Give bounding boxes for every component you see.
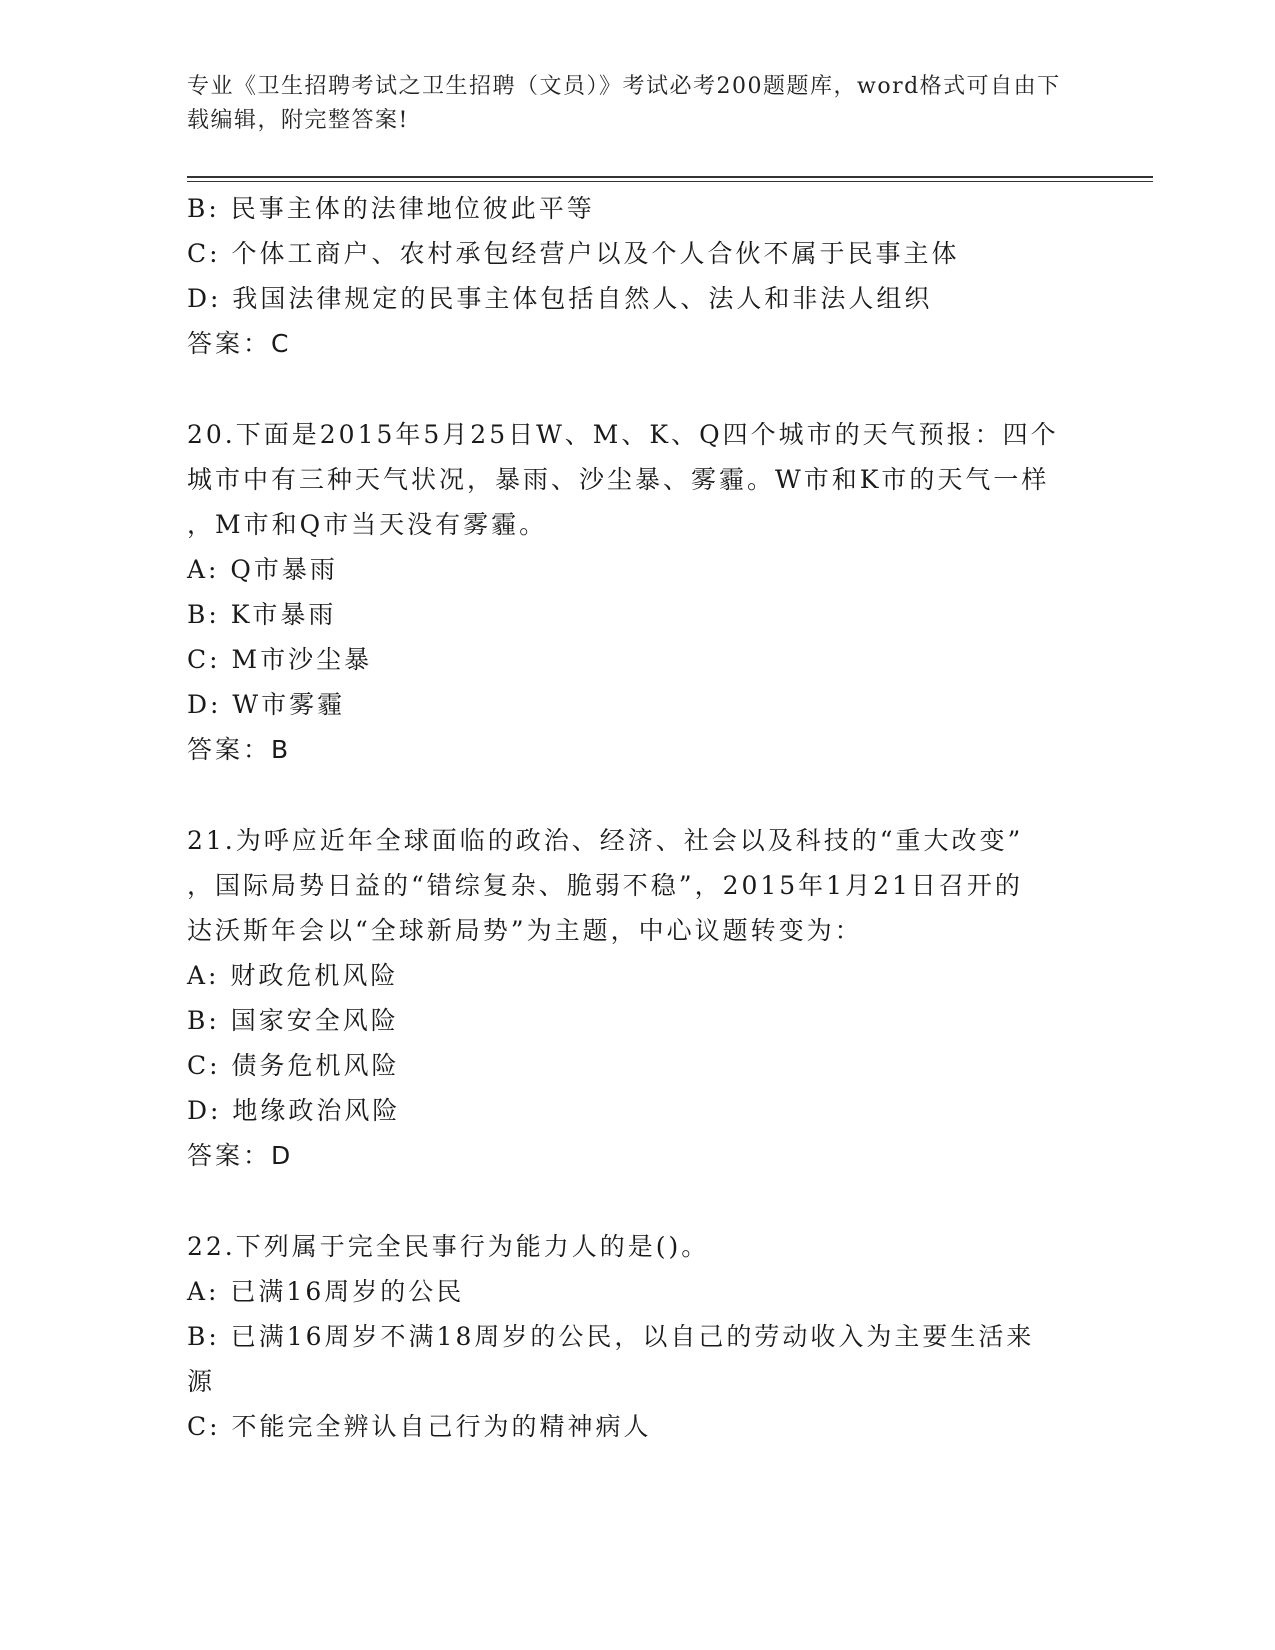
spacer: [187, 366, 1087, 412]
question-20: [187, 412, 1087, 772]
q22-option-c: C: 不能完全辨认自己行为的精神病人: [187, 1412, 652, 1441]
q20-option-d: D: W市雾霾: [187, 690, 346, 719]
document-body: [187, 186, 1087, 1449]
q20-stem-line-1: 20.下面是2015年5月25日W、M、K、Q四个城市的天气预报：四个: [187, 420, 1059, 449]
spacer: [187, 772, 1087, 818]
q22-option-a: A: 已满16周岁的公民: [187, 1277, 465, 1306]
q19-answer: 答案：C: [187, 329, 292, 358]
q20-option-b: B: K市暴雨: [187, 600, 337, 629]
q20-stem-line-3: ，M市和Q市当天没有雾霾。: [187, 510, 548, 539]
document-header: 专业《卫生招聘考试之卫生招聘（文员）》考试必考200题题库，word格式可自由下载编辑，附完整答案!: [187, 74, 1061, 133]
q21-option-a: A: 财政危机风险: [187, 961, 399, 990]
q19-option-b: B: 民事主体的法律地位彼此平等: [187, 194, 595, 223]
header-divider: [187, 176, 1153, 182]
q19-option-c: C: 个体工商户、农村承包经营户以及个人合伙不属于民事主体: [187, 239, 960, 268]
q21-stem-line-2: ，国际局势日益的“错综复杂、脆弱不稳”，2015年1月21日召开的: [187, 871, 1023, 900]
q21-stem-line-1: 21.为呼应近年全球面临的政治、经济、社会以及科技的“重大改变”: [187, 826, 1024, 855]
spacer: [187, 1178, 1087, 1224]
q20-answer: 答案：B: [187, 735, 292, 764]
question-19-tail: [187, 186, 1087, 366]
q22-option-b-line-2: 源: [187, 1367, 216, 1396]
q21-option-b: B: 国家安全风险: [187, 1006, 399, 1035]
q21-option-d: D: 地缘政治风险: [187, 1096, 401, 1125]
q20-option-a: A: Q市暴雨: [187, 555, 338, 584]
q22-option-b-line-1: B: 已满16周岁不满18周岁的公民，以自己的劳动收入为主要生活来: [187, 1322, 1035, 1351]
q21-answer: 答案：D: [187, 1141, 294, 1170]
q19-option-d: D: 我国法律规定的民事主体包括自然人、法人和非法人组织: [187, 284, 933, 313]
q20-option-c: C: M市沙尘暴: [187, 645, 373, 674]
question-22: [187, 1224, 1087, 1449]
question-21: [187, 818, 1087, 1178]
q21-stem-line-3: 达沃斯年会以“全球新局势”为主题，中心议题转变为：: [187, 916, 863, 945]
q20-stem-line-2: 城市中有三种天气状况，暴雨、沙尘暴、雾霾。W市和K市的天气一样: [187, 465, 1050, 494]
q22-stem-line-1: 22.下列属于完全民事行为能力人的是()。: [187, 1232, 710, 1261]
q21-option-c: C: 债务危机风险: [187, 1051, 400, 1080]
